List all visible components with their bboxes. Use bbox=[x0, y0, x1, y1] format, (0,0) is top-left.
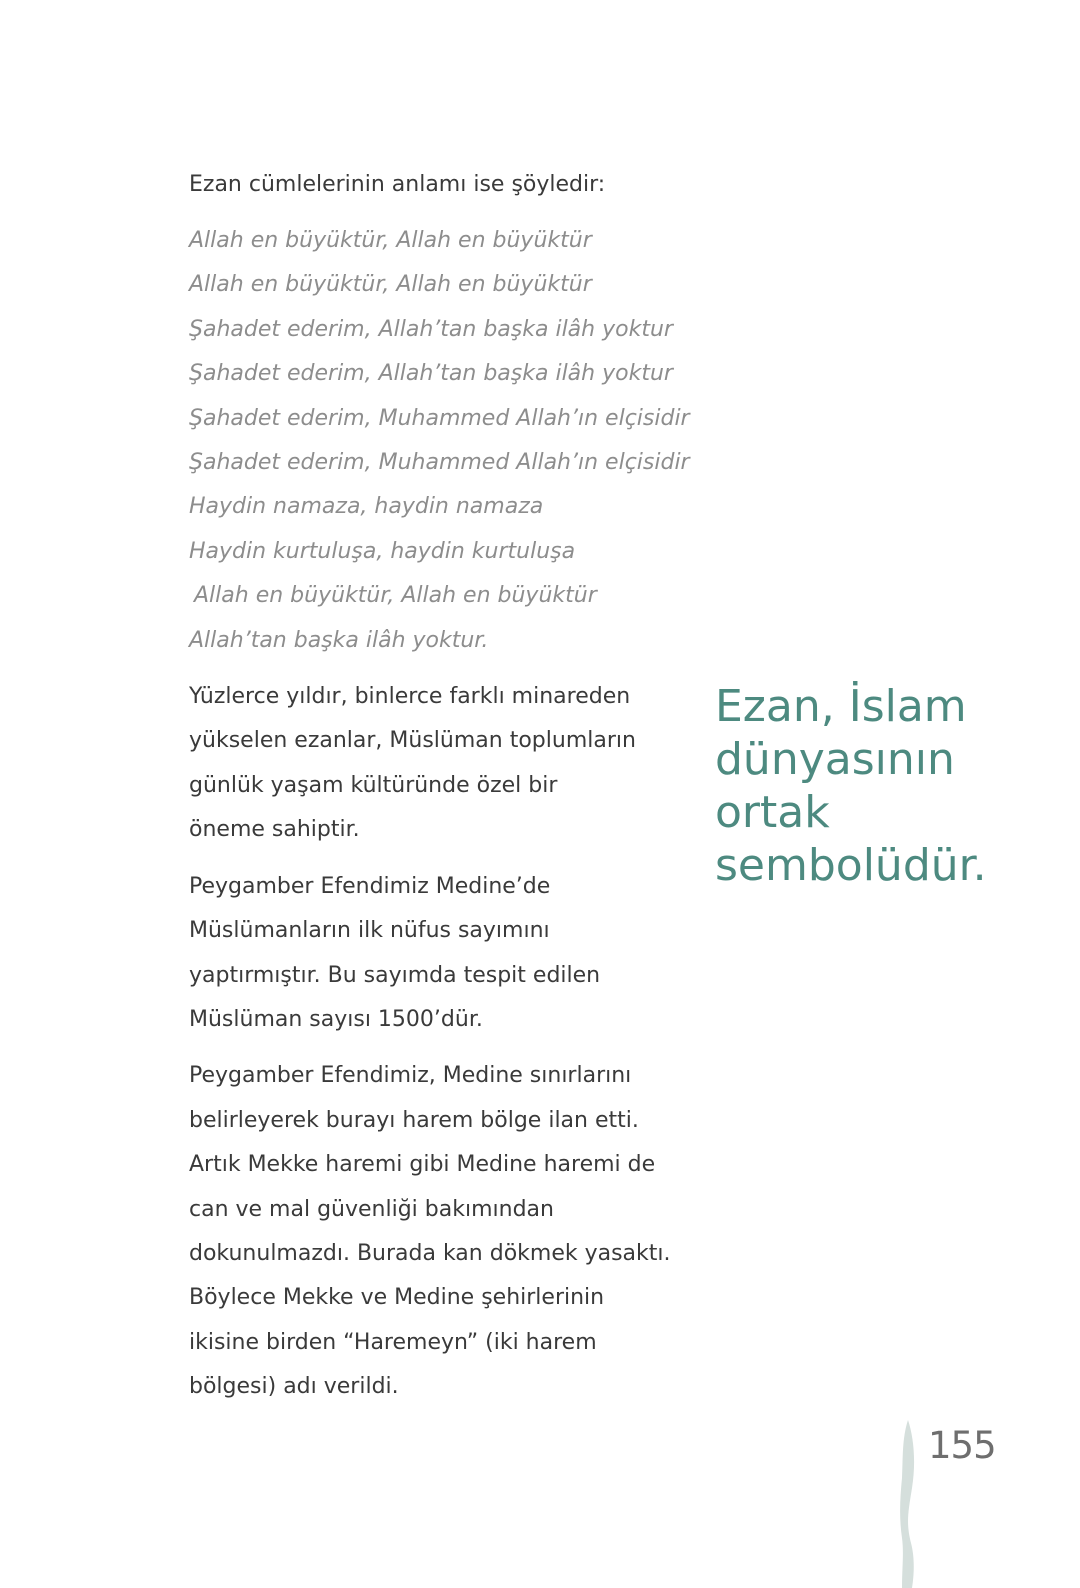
ezan-line: Şahadet ederim, Allah’tan başka ilâh yoktur bbox=[189, 361, 673, 387]
page-number: 155 bbox=[928, 1424, 996, 1467]
ezan-translation-list bbox=[189, 219, 689, 663]
ezan-line: Şahadet ederim, Muhammed Allah’ın elçisidir bbox=[189, 405, 690, 431]
main-column bbox=[189, 163, 689, 1422]
ezan-line: Haydin kurtuluşa, haydin kurtuluşa bbox=[189, 538, 576, 564]
paragraph: Yüzlerce yıldır, binlerce farklı minareden yükselen ezanlar, Müslüman toplumların günlük yaşam kültüründe özel bir öneme sahiptir. bbox=[189, 684, 636, 843]
paragraph: Peygamber Efendimiz Medine’de Müslümanların ilk nüfus sayımını yaptırmıştır. Bu sayımda tespit edilen Müslüman sayısı 1500’dür. bbox=[189, 873, 601, 1032]
ezan-line: Şahadet ederim, Muhammed Allah’ın elçisidir bbox=[189, 450, 690, 476]
pull-quote: Ezan, İslam dünyasının ortak sembolüdür. bbox=[715, 681, 987, 891]
ezan-line: Allah’tan başka ilâh yoktur. bbox=[189, 627, 489, 653]
intro-text: Ezan cümlelerinin anlamı ise şöyledir: bbox=[189, 172, 606, 197]
paragraph: Peygamber Efendimiz, Medine sınırlarını belirleyerek burayı harem bölge ilan etti. Artık Mekke haremi gibi Medine haremi de can ve mal güvenliği bakımından dokunulmazdı. Burada kan dökmek yasaktı. Böylece Mekke ve Medine şehirlerinin ikisine birden “Haremeyn” (iki harem bölgesi) adı verildi. bbox=[189, 1063, 671, 1400]
decorative-leaf-shape bbox=[890, 1418, 930, 1588]
ezan-line: Şahadet ederim, Allah’tan başka ilâh yoktur bbox=[189, 316, 673, 342]
ezan-line: Allah en büyüktür, Allah en büyüktür bbox=[194, 583, 597, 609]
ezan-line: Allah en büyüktür, Allah en büyüktür bbox=[189, 272, 592, 298]
ezan-line: Allah en büyüktür, Allah en büyüktür bbox=[189, 228, 592, 253]
ezan-line: Haydin namaza, haydin namaza bbox=[189, 494, 544, 520]
